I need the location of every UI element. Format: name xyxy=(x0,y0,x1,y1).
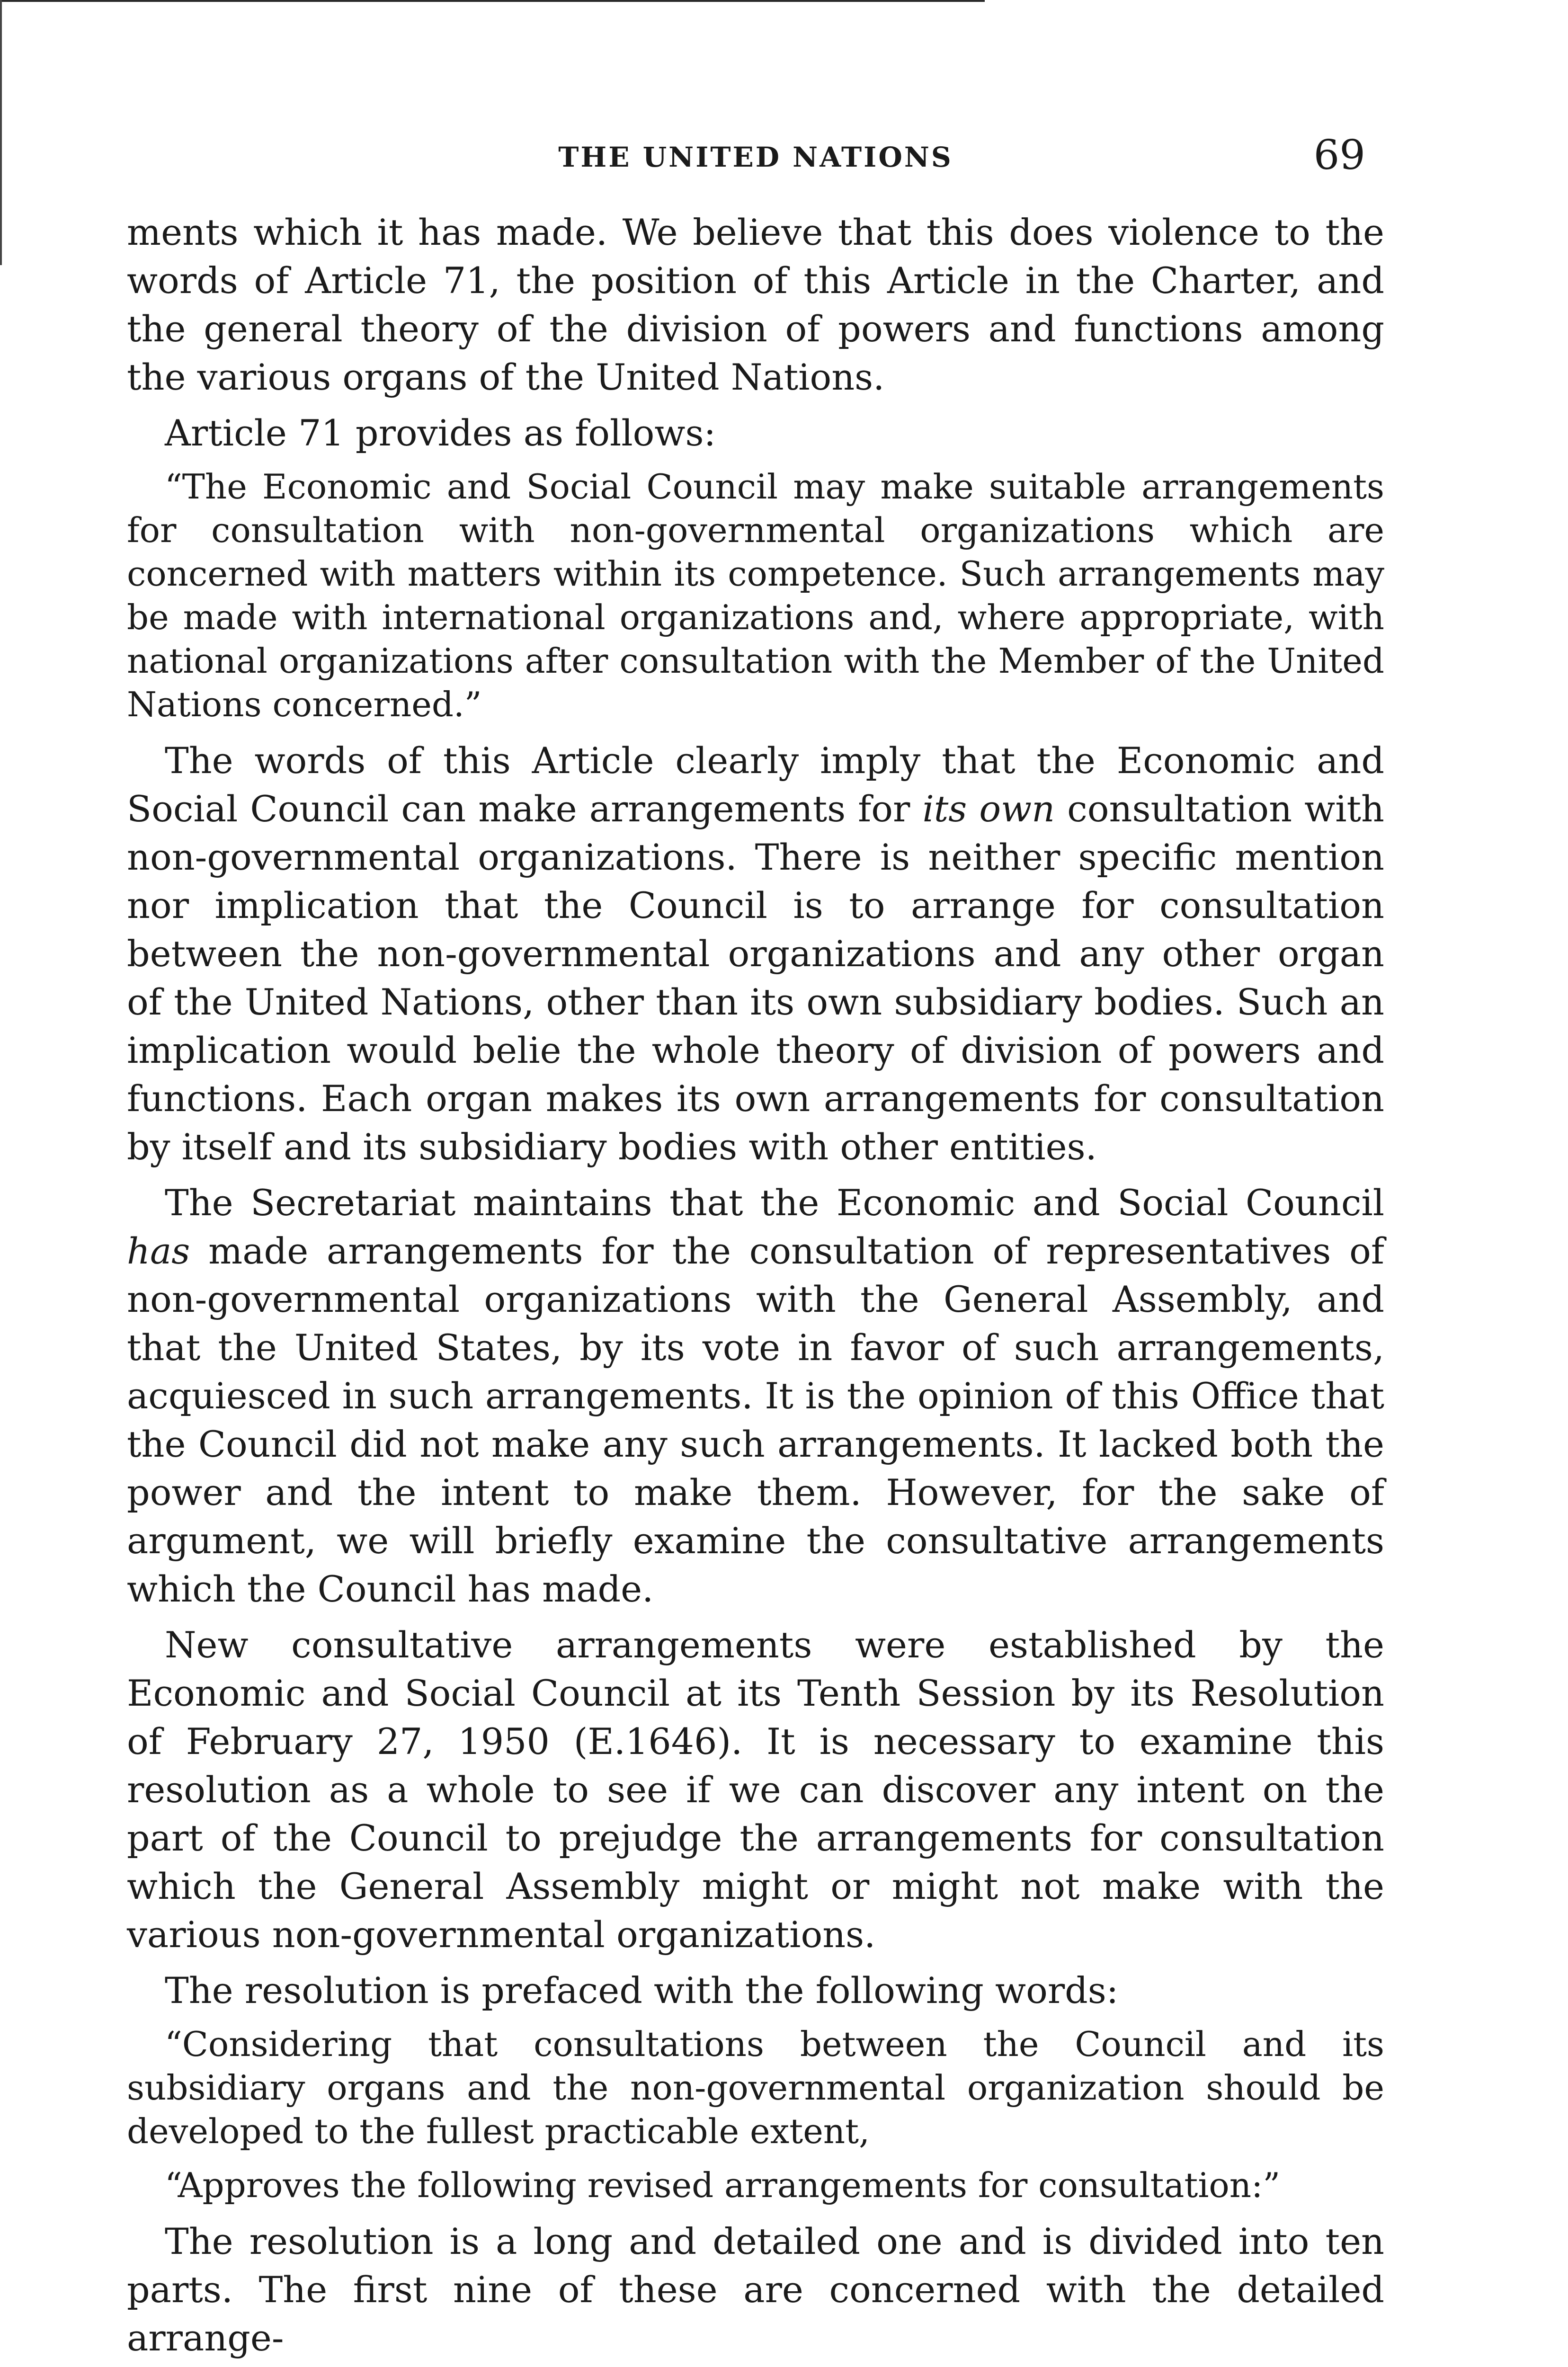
page-number: 69 xyxy=(1313,132,1365,179)
text-run: The Secretariat maintains that the Economic and Social Council xyxy=(165,1182,1384,1224)
paragraph-secretariat xyxy=(127,1179,1384,1613)
scan-left-edge xyxy=(0,0,2,265)
quote-approves: “Approves the following revised arrangements for consultation:” xyxy=(165,2165,1281,2205)
paragraph-article-intro: Article 71 provides as follows: xyxy=(165,412,716,454)
italic-run: has xyxy=(127,1230,190,1272)
italic-run: its own xyxy=(922,788,1055,830)
quote-article-71: “The Economic and Social Council may make suitable arrangements for consultation with non-governmental organizations which are concerned with matters within its competence. Such arrangements may be made with international organizations and, where appropriate, with national organizations after consultation with the Member of the United Nations concerned.” xyxy=(127,467,1384,724)
text-run: made arrangements for the consultation of representatives of non-governmental organizations with the General Assembly, and that the United States, by its vote in favor of such arrangements, acquiesced in such arrangements. It is the opinion of this Office that the Council did not make any such arrangements. It lacked both the power and the intent to make them. However, for the sake of argument, we will briefly examine the consultative arrangements which the Council has made. xyxy=(127,1230,1384,1610)
text-run: The words of this Article clearly imply that the Economic and Social Council can make arrangements for xyxy=(127,739,1384,830)
body-text xyxy=(127,208,1384,2367)
paragraph-new-arrangements: New consultative arrangements were established by the Economic and Social Council at its Tenth Session by its Resolution of February 27, 1950 (E.1646). It is necessary to examine this resolution as a whole to see if we can discover any intent on the part of the Council to prejudge the arrangements for consultation which the General Assembly might or might not make with the various non-governmental organizations. xyxy=(127,1624,1384,1956)
paragraph-resolution-parts: The resolution is a long and detailed one and is divided into ten parts. The first nine of these are concerned with the detailed arrange- xyxy=(127,2220,1384,2359)
scan-top-edge xyxy=(0,0,985,2)
paragraph-preface: The resolution is prefaced with the following words: xyxy=(165,1969,1119,2011)
quote-considering: “Considering that consultations between the Council and its subsidiary organs and the non-governmental organization should be developed to the fullest practicable extent, xyxy=(127,2024,1384,2151)
paragraph-words-of-article xyxy=(127,737,1384,1171)
paragraph-continuation: ments which it has made. We believe that this does violence to the words of Article 71, the position of this Article in the Charter, and the general theory of the division of powers and functions among the various organs of the United Nations. xyxy=(127,211,1384,398)
running-head xyxy=(127,132,1384,184)
running-title: THE UNITED NATIONS xyxy=(558,141,953,173)
text-run: consultation with non-governmental organizations. There is neither specific mention nor implication that the Council is to arrange for consultation between the non-governmental organizations and any other organ of the United Nations, other than its own subsidiary bodies. Such an implication would belie the whole theory of division of powers and functions. Each organ makes its own arrangements for consultation by itself and its subsidiary bodies with other entities. xyxy=(127,788,1385,1168)
